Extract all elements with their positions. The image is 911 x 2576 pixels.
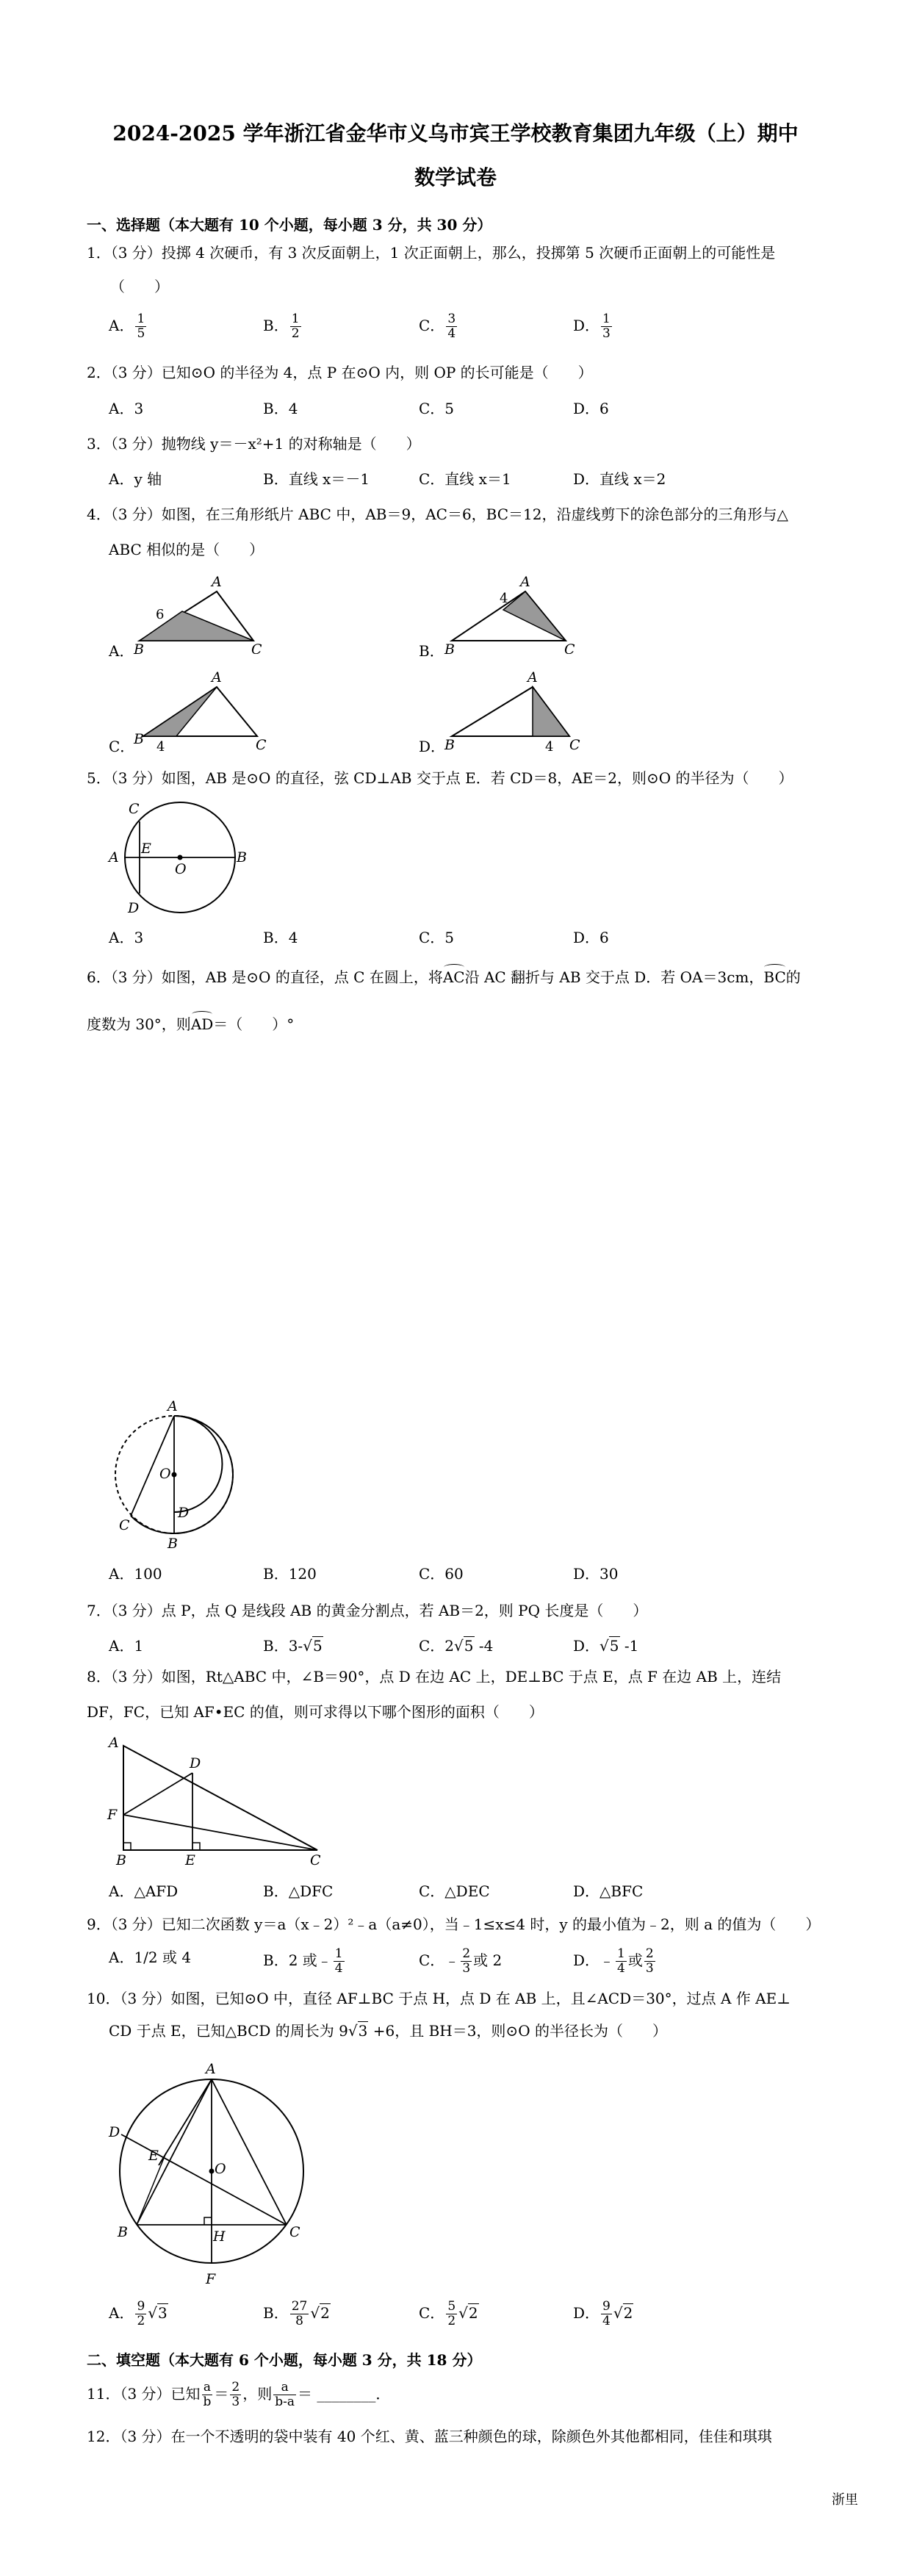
svg-text:A: A bbox=[212, 669, 222, 686]
svg-text:C: C bbox=[569, 737, 580, 753]
svg-text:B: B bbox=[134, 641, 144, 654]
q4-figure-b bbox=[441, 573, 580, 654]
svg-text:D: D bbox=[128, 900, 140, 916]
q6-text-line1: 6．（3 分）如图，AB 是⊙O 的直径，点 C 在圆上，将AC沿 AC 翻折与 AB 交于点 D．若 OA＝3cm，BC的 bbox=[87, 968, 801, 986]
svg-text:A: A bbox=[206, 2061, 216, 2077]
svg-text:C: C bbox=[119, 1517, 130, 1533]
q4-option-c[interactable]: C． bbox=[109, 738, 135, 755]
q10-text-line2: CD 于点 E，已知△BCD 的周长为 9√3 +6，且 BH＝3，则⊙O 的半径长为（ ） bbox=[109, 2022, 667, 2040]
q3-text: 3．（3 分）抛物线 y＝－x²+1 的对称轴是（ ） bbox=[87, 435, 421, 453]
svg-text:D: D bbox=[109, 2124, 120, 2140]
q1-text: 1．（3 分）投掷 4 次硬币，有 3 次反面朝上，1 次正面朝上，那么，投掷第 5 次硬币正面朝上的可能性是 bbox=[87, 244, 776, 262]
svg-text:A: A bbox=[520, 574, 530, 590]
q8-text-line1: 8．（3 分）如图，Rt△ABC 中，∠B＝90°，点 D 在边 AC 上，DE⊥BC 于点 E，点 F 在边 AB 上，连结 bbox=[87, 1668, 782, 1685]
q1-option-b[interactable]: B． $\frac{1}{2}$ bbox=[263, 312, 300, 341]
q2-option-a[interactable]: A．3 bbox=[109, 400, 144, 417]
svg-text:O: O bbox=[215, 2161, 226, 2177]
q4-figure-a bbox=[132, 573, 272, 654]
svg-text:4: 4 bbox=[156, 739, 165, 753]
svg-text:A: A bbox=[109, 1735, 119, 1751]
q6-option-d[interactable]: D．30 bbox=[573, 1565, 619, 1583]
q1-option-a[interactable]: A． $\frac{1}{5}$ bbox=[109, 312, 145, 341]
title-line1: 2024-2025 学年浙江省金华市义乌市宾王学校教育集团九年级（上）期中 bbox=[112, 121, 799, 145]
svg-text:A: A bbox=[527, 669, 538, 686]
q9-option-c[interactable]: C．﹣ $\frac{2}{3}$ 或 2 bbox=[419, 1946, 503, 1976]
q10-option-c[interactable]: C． $\frac{5}{2}$ √2 bbox=[419, 2299, 478, 2328]
q7-option-c[interactable]: C．2√5 -4 bbox=[419, 1637, 494, 1655]
q4-option-b[interactable]: B． bbox=[419, 642, 444, 660]
svg-text:O: O bbox=[159, 1466, 171, 1482]
q7-text: 7．（3 分）点 P，点 Q 是线段 AB 的黄金分割点，若 AB＝2，则 PQ 长度是（ ） bbox=[87, 1602, 648, 1619]
q10-option-d[interactable]: D． $\frac{9}{4}$ √2 bbox=[573, 2299, 633, 2328]
q8-option-b[interactable]: B．△DFC bbox=[263, 1882, 334, 1900]
q3-option-d[interactable]: D．直线 x＝2 bbox=[573, 470, 666, 488]
svg-text:O: O bbox=[175, 861, 187, 877]
q3-option-c[interactable]: C．直线 x＝1 bbox=[419, 470, 511, 488]
q6-option-a[interactable]: A．100 bbox=[109, 1565, 162, 1583]
q4-text-line2: ABC 相似的是（ ） bbox=[109, 541, 264, 558]
svg-text:F: F bbox=[206, 2271, 216, 2287]
q8-option-d[interactable]: D．△BFC bbox=[573, 1882, 644, 1900]
svg-text:F: F bbox=[107, 1807, 118, 1823]
q10-option-b[interactable]: B． $\frac{27}{8}$ √2 bbox=[263, 2299, 330, 2328]
q8-option-a[interactable]: A．△AFD bbox=[109, 1882, 179, 1900]
q1-option-c[interactable]: C． $\frac{3}{4}$ bbox=[419, 312, 456, 341]
q4-figure-c bbox=[132, 669, 272, 753]
q2-text: 2．（3 分）已知⊙O 的半径为 4，点 P 在⊙O 内，则 OP 的长可能是（ ） bbox=[87, 364, 593, 381]
svg-text:A: A bbox=[168, 1398, 178, 1414]
svg-text:C: C bbox=[289, 2224, 300, 2240]
q10-option-a[interactable]: A． $\frac{9}{2}$ √3 bbox=[109, 2299, 168, 2328]
svg-text:B: B bbox=[168, 1536, 178, 1552]
svg-text:B: B bbox=[118, 2224, 128, 2240]
q7-option-a[interactable]: A．1 bbox=[109, 1637, 144, 1655]
svg-text:C: C bbox=[310, 1852, 321, 1868]
q11-text: 11．（3 分）已知 $\frac{a}{b}$ ＝ $\frac{2}{3}$ ，则 $\frac{a}{b-a}$ ＝ ________． bbox=[87, 2380, 391, 2409]
q10-figure bbox=[103, 2050, 309, 2292]
q5-option-b[interactable]: B．4 bbox=[263, 929, 298, 946]
svg-text:B: B bbox=[237, 849, 247, 866]
svg-text:B: B bbox=[116, 1852, 126, 1868]
svg-text:4: 4 bbox=[545, 739, 554, 753]
svg-text:E: E bbox=[185, 1852, 195, 1868]
svg-text:D: D bbox=[190, 1755, 201, 1771]
q1-option-d[interactable]: D． $\frac{1}{3}$ bbox=[573, 312, 611, 341]
q6-text-line2: 度数为 30°，则AD＝（ ）° bbox=[87, 1015, 295, 1033]
svg-text:A: A bbox=[109, 849, 119, 866]
svg-text:C: C bbox=[564, 641, 575, 654]
q4-figure-d bbox=[441, 669, 588, 753]
svg-text:D: D bbox=[178, 1505, 190, 1521]
svg-text:4: 4 bbox=[500, 591, 508, 606]
q5-option-d[interactable]: D．6 bbox=[573, 929, 609, 946]
q9-option-a[interactable]: A．1/2 或 4 bbox=[109, 1949, 192, 1966]
q4-option-d[interactable]: D． bbox=[419, 738, 446, 755]
q4-text-line1: 4．（3 分）如图，在三角形纸片 ABC 中，AB＝9，AC＝6，BC＝12，沿虚线剪下的涂色部分的三角形与△ bbox=[87, 506, 788, 523]
q9-text: 9．（3 分）已知二次函数 y＝a（x﹣2）²﹣a（a≠0），当﹣1≤x≤4 时，y 的最小值为﹣2，则 a 的值为（ ） bbox=[87, 1915, 821, 1933]
q10-text-line1: 10．（3 分）如图，已知⊙O 中，直径 AF⊥BC 于点 H，点 D 在 AB 上，且∠ACD＝30°，过点 A 作 AE⊥ bbox=[87, 1990, 791, 2007]
q5-option-a[interactable]: A．3 bbox=[109, 929, 144, 946]
q7-option-d[interactable]: D．√5 -1 bbox=[573, 1637, 639, 1655]
q2-option-c[interactable]: C．5 bbox=[419, 400, 455, 417]
section-choice-heading: 一、选择题（本大题有 10 个小题，每小题 3 分，共 30 分） bbox=[87, 216, 492, 234]
q6-option-b[interactable]: B．120 bbox=[263, 1565, 317, 1583]
svg-text:C: C bbox=[129, 801, 140, 817]
q2-option-d[interactable]: D．6 bbox=[573, 400, 609, 417]
page-footer: 浙里 bbox=[832, 2492, 858, 2508]
q9-option-b[interactable]: B．2 或﹣ $\frac{1}{4}$ bbox=[263, 1946, 343, 1976]
q5-text: 5．（3 分）如图，AB 是⊙O 的直径，弦 CD⊥AB 交于点 E．若 CD＝8，AE＝2，则⊙O 的半径为（ ） bbox=[87, 769, 793, 787]
q8-text-line2: DF，FC，已知 AF•EC 的值，则可求得以下哪个图形的面积（ ） bbox=[87, 1703, 544, 1721]
svg-text:B: B bbox=[444, 641, 455, 654]
q3-option-b[interactable]: B．直线 x＝－1 bbox=[263, 470, 370, 488]
svg-text:E: E bbox=[148, 2148, 159, 2164]
q7-option-b[interactable]: B．3-√5 bbox=[263, 1637, 323, 1655]
q2-option-b[interactable]: B．4 bbox=[263, 400, 298, 417]
svg-text:C: C bbox=[251, 641, 262, 654]
svg-text:H: H bbox=[213, 2228, 226, 2245]
svg-text:6: 6 bbox=[156, 607, 165, 622]
q5-figure bbox=[101, 795, 259, 920]
q12-text: 12．（3 分）在一个不透明的袋中装有 40 个红、黄、蓝三种颜色的球，除颜色外其他都相同，佳佳和琪琪 bbox=[87, 2428, 772, 2445]
q6-option-c[interactable]: C．60 bbox=[419, 1565, 464, 1583]
q9-option-d[interactable]: D．﹣ $\frac{1}{4}$ 或 $\frac{2}{3}$ bbox=[573, 1946, 654, 1976]
q5-option-c[interactable]: C．5 bbox=[419, 929, 455, 946]
svg-text:E: E bbox=[141, 841, 151, 857]
svg-text:B: B bbox=[444, 737, 455, 753]
section-fill-heading: 二、填空题（本大题有 6 个小题，每小题 3 分，共 18 分） bbox=[87, 2351, 482, 2369]
title-line2: 数学试卷 bbox=[414, 165, 497, 190]
q8-option-c[interactable]: C．△DEC bbox=[419, 1882, 490, 1900]
svg-text:B: B bbox=[134, 731, 144, 747]
q3-option-a[interactable]: A．y 轴 bbox=[109, 470, 162, 488]
q8-figure bbox=[103, 1733, 331, 1868]
svg-text:C: C bbox=[256, 737, 267, 753]
svg-text:A: A bbox=[212, 574, 222, 590]
q6-figure bbox=[103, 1396, 242, 1554]
q1-bracket: （ ） bbox=[110, 278, 169, 295]
q4-option-a[interactable]: A． bbox=[109, 642, 134, 660]
